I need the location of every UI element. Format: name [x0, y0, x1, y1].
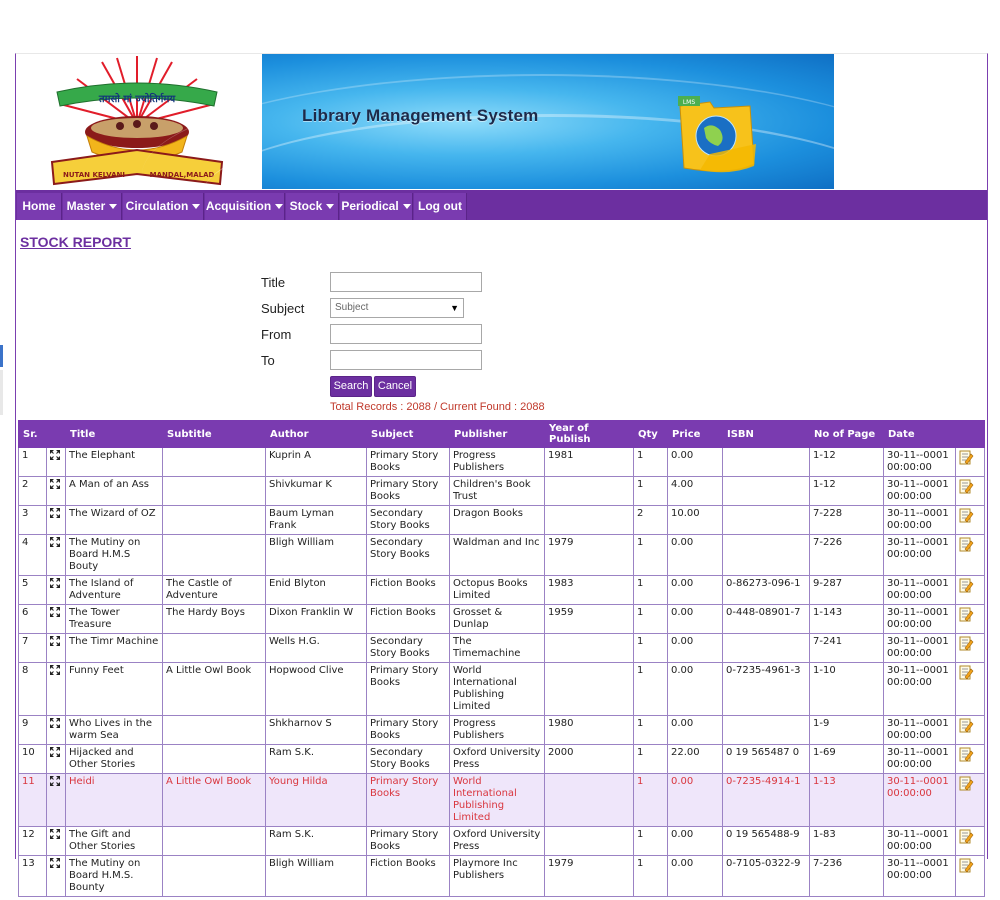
from-date-input[interactable]: [330, 324, 482, 344]
col-isbn: ISBN: [723, 421, 810, 448]
title-cell: The Wizard of OZ: [66, 506, 163, 535]
date-cell: 30-11--0001 00:00:00: [884, 774, 956, 827]
sr-cell: 4: [19, 535, 47, 576]
subtitle-cell: [163, 634, 266, 663]
publisher-cell: Children's Book Trust: [450, 477, 545, 506]
left-edge-scroll: [0, 370, 3, 415]
nav-acquisition[interactable]: Acquisition: [205, 193, 285, 220]
col-price: Price: [668, 421, 723, 448]
edit-cell: [956, 605, 985, 634]
table-row: [19, 745, 985, 774]
title-cell: A Man of an Ass: [66, 477, 163, 506]
subject-cell: Secondary Story Books: [367, 634, 450, 663]
expand-cell: [47, 663, 66, 716]
title-cell: Heidi: [66, 774, 163, 827]
date-cell: 30-11--0001 00:00:00: [884, 716, 956, 745]
year-cell: 1981: [545, 448, 634, 477]
subject-label: Subject: [261, 301, 305, 316]
title-cell: The Elephant: [66, 448, 163, 477]
pages-cell: 1-12: [810, 477, 884, 506]
left-edge-marker: [0, 345, 3, 367]
publisher-cell: Grosset & Dunlap: [450, 605, 545, 634]
date-cell: 30-11--0001 00:00:00: [884, 477, 956, 506]
col-edit: [956, 421, 985, 448]
edit-cell: [956, 448, 985, 477]
expand-icon[interactable]: [50, 776, 60, 786]
expand-icon[interactable]: [50, 636, 60, 646]
author-cell: Ram S.K.: [266, 745, 367, 774]
edit-cell: [956, 535, 985, 576]
subtitle-cell: [163, 535, 266, 576]
year-cell: 1983: [545, 576, 634, 605]
price-cell: 0.00: [668, 605, 723, 634]
table-row: [19, 634, 985, 663]
date-cell: 30-11--0001 00:00:00: [884, 448, 956, 477]
sr-cell: 12: [19, 827, 47, 856]
expand-cell: [47, 477, 66, 506]
table-row: [19, 716, 985, 745]
price-cell: 0.00: [668, 827, 723, 856]
chevron-down-icon: [326, 204, 334, 209]
nav-circulation[interactable]: Circulation: [123, 193, 204, 220]
year-cell: [545, 506, 634, 535]
col-author: Author: [266, 421, 367, 448]
subject-cell: Primary Story Books: [367, 477, 450, 506]
subtitle-cell: [163, 856, 266, 897]
qty-cell: 1: [634, 827, 668, 856]
subject-cell: Primary Story Books: [367, 663, 450, 716]
col-date: Date: [884, 421, 956, 448]
edit-icon[interactable]: [959, 479, 973, 494]
year-cell: [545, 634, 634, 663]
subject-cell: Secondary Story Books: [367, 506, 450, 535]
pages-cell: 1-69: [810, 745, 884, 774]
edit-cell: [956, 856, 985, 897]
edit-icon[interactable]: [959, 636, 973, 651]
expand-cell: [47, 535, 66, 576]
pages-cell: 1-10: [810, 663, 884, 716]
table-row: [19, 827, 985, 856]
col-subject: Subject: [367, 421, 450, 448]
year-cell: 1979: [545, 535, 634, 576]
subject-cell: Primary Story Books: [367, 774, 450, 827]
nav-periodical[interactable]: Periodical: [340, 193, 413, 220]
sr-cell: 8: [19, 663, 47, 716]
table-row: [19, 535, 985, 576]
subject-cell: Primary Story Books: [367, 827, 450, 856]
year-cell: [545, 477, 634, 506]
author-cell: Baum Lyman Frank: [266, 506, 367, 535]
publisher-cell: Dragon Books: [450, 506, 545, 535]
isbn-cell: 0 19 565488-9: [723, 827, 810, 856]
subtitle-cell: [163, 477, 266, 506]
subject-cell: Fiction Books: [367, 576, 450, 605]
pages-cell: 1-83: [810, 827, 884, 856]
expand-icon[interactable]: [50, 829, 60, 839]
price-cell: 0.00: [668, 448, 723, 477]
table-row: [19, 663, 985, 716]
isbn-cell: [723, 634, 810, 663]
chevron-down-icon: [403, 204, 411, 209]
date-cell: 30-11--0001 00:00:00: [884, 576, 956, 605]
app-title: Library Management System: [302, 106, 539, 125]
col-subtitle: Subtitle: [163, 421, 266, 448]
table-row: [19, 856, 985, 897]
subject-cell: Fiction Books: [367, 605, 450, 634]
isbn-cell: 0-448-08901-7: [723, 605, 810, 634]
cancel-button[interactable]: Cancel: [374, 376, 416, 397]
subtitle-cell: A Little Owl Book: [163, 663, 266, 716]
publisher-cell: The Timemachine: [450, 634, 545, 663]
price-cell: 0.00: [668, 634, 723, 663]
pages-cell: 1-9: [810, 716, 884, 745]
sr-cell: 1: [19, 448, 47, 477]
qty-cell: 1: [634, 448, 668, 477]
date-cell: 30-11--0001 00:00:00: [884, 663, 956, 716]
title-cell: The Island of Adventure: [66, 576, 163, 605]
isbn-cell: 0-7105-0322-9: [723, 856, 810, 897]
author-cell: Bligh William: [266, 535, 367, 576]
subject-cell: Primary Story Books: [367, 716, 450, 745]
price-cell: 0.00: [668, 716, 723, 745]
isbn-cell: [723, 477, 810, 506]
price-cell: 0.00: [668, 856, 723, 897]
pages-cell: 7-241: [810, 634, 884, 663]
edit-icon[interactable]: [959, 829, 973, 844]
pages-cell: 7-228: [810, 506, 884, 535]
col-pages: No of Page: [810, 421, 884, 448]
edit-cell: [956, 576, 985, 605]
col-qty: Qty: [634, 421, 668, 448]
sr-cell: 11: [19, 774, 47, 827]
edit-icon[interactable]: [959, 450, 973, 465]
expand-cell: [47, 745, 66, 774]
chevron-down-icon: [192, 204, 200, 209]
pages-cell: 7-236: [810, 856, 884, 897]
qty-cell: 1: [634, 856, 668, 897]
expand-icon[interactable]: [50, 718, 60, 728]
edit-cell: [956, 774, 985, 827]
banner: [262, 54, 834, 189]
pages-cell: 7-226: [810, 535, 884, 576]
qty-cell: 1: [634, 745, 668, 774]
title-cell: The Timr Machine: [66, 634, 163, 663]
date-cell: 30-11--0001 00:00:00: [884, 605, 956, 634]
author-cell: Enid Blyton: [266, 576, 367, 605]
app-frame: [15, 53, 988, 893]
publisher-cell: Progress Publishers: [450, 716, 545, 745]
expand-cell: [47, 774, 66, 827]
expand-cell: [47, 448, 66, 477]
publisher-cell: Oxford University Press: [450, 745, 545, 774]
edit-cell: [956, 506, 985, 535]
pages-cell: 1-143: [810, 605, 884, 634]
folder-label: LMS: [682, 99, 696, 106]
author-cell: Wells H.G.: [266, 634, 367, 663]
expand-cell: [47, 605, 66, 634]
qty-cell: 1: [634, 716, 668, 745]
sr-cell: 5: [19, 576, 47, 605]
edit-cell: [956, 745, 985, 774]
dropdown-arrow-icon: ▼: [450, 303, 459, 313]
title-cell: The Gift and Other Stories: [66, 827, 163, 856]
publisher-cell: Playmore Inc Publishers: [450, 856, 545, 897]
title-cell: The Mutiny on Board H.M.S. Bounty: [66, 856, 163, 897]
from-label: From: [261, 327, 292, 342]
expand-cell: [47, 576, 66, 605]
author-cell: Bligh William: [266, 856, 367, 897]
publisher-cell: World International Publishing Limited: [450, 774, 545, 827]
isbn-cell: [723, 716, 810, 745]
author-cell: Dixon Franklin W: [266, 605, 367, 634]
nav-home[interactable]: Home: [17, 193, 62, 220]
expand-icon[interactable]: [50, 858, 60, 868]
author-cell: Shkharnov S: [266, 716, 367, 745]
edit-cell: [956, 634, 985, 663]
price-cell: 4.00: [668, 477, 723, 506]
isbn-cell: [723, 535, 810, 576]
svg-text:NUTAN KELVANI: NUTAN KELVANI: [62, 171, 126, 179]
isbn-cell: 0 19 565487 0: [723, 745, 810, 774]
date-cell: 30-11--0001 00:00:00: [884, 506, 956, 535]
table-row: [19, 605, 985, 634]
to-date-input[interactable]: [330, 350, 482, 370]
subtitle-cell: [163, 448, 266, 477]
col-publisher: Publisher: [450, 421, 545, 448]
expand-cell: [47, 506, 66, 535]
expand-icon[interactable]: [50, 537, 60, 547]
sr-cell: 7: [19, 634, 47, 663]
qty-cell: 1: [634, 535, 668, 576]
author-cell: Shivkumar K: [266, 477, 367, 506]
edit-cell: [956, 827, 985, 856]
year-cell: [545, 774, 634, 827]
title-cell: Funny Feet: [66, 663, 163, 716]
author-cell: Young Hilda: [266, 774, 367, 827]
expand-icon[interactable]: [50, 479, 60, 489]
pages-cell: 1-12: [810, 448, 884, 477]
edit-icon[interactable]: [959, 607, 973, 622]
expand-cell: [47, 856, 66, 897]
subtitle-cell: A Little Owl Book: [163, 774, 266, 827]
sr-cell: 13: [19, 856, 47, 897]
expand-cell: [47, 716, 66, 745]
svg-text:MANDAL,MALAD: MANDAL,MALAD: [149, 171, 215, 179]
edit-cell: [956, 477, 985, 506]
nav-logout[interactable]: Log out: [414, 193, 467, 220]
price-cell: 0.00: [668, 535, 723, 576]
title-input[interactable]: [330, 272, 482, 292]
col-expand: [47, 421, 66, 448]
edit-icon[interactable]: [959, 747, 973, 762]
edit-icon[interactable]: [959, 508, 973, 523]
expand-icon[interactable]: [50, 607, 60, 617]
page-title: STOCK REPORT: [20, 234, 131, 250]
title-cell: The Mutiny on Board H.M.S Bouty: [66, 535, 163, 576]
date-cell: 30-11--0001 00:00:00: [884, 634, 956, 663]
isbn-cell: 0-7235-4914-1: [723, 774, 810, 827]
pages-cell: 1-13: [810, 774, 884, 827]
chevron-down-icon: [109, 204, 117, 209]
year-cell: 1979: [545, 856, 634, 897]
expand-cell: [47, 827, 66, 856]
edit-icon[interactable]: [959, 776, 973, 791]
isbn-cell: [723, 506, 810, 535]
price-cell: 22.00: [668, 745, 723, 774]
subtitle-cell: The Castle of Adventure: [163, 576, 266, 605]
publisher-cell: Progress Publishers: [450, 448, 545, 477]
table-row: [19, 576, 985, 605]
qty-cell: 1: [634, 663, 668, 716]
search-button[interactable]: Search: [330, 376, 372, 397]
sr-cell: 9: [19, 716, 47, 745]
expand-icon[interactable]: [50, 665, 60, 675]
sr-cell: 3: [19, 506, 47, 535]
date-cell: 30-11--0001 00:00:00: [884, 535, 956, 576]
edit-icon[interactable]: [959, 537, 973, 552]
subtitle-cell: [163, 506, 266, 535]
main-nav: [16, 190, 987, 220]
expand-icon[interactable]: [50, 578, 60, 588]
isbn-cell: [723, 448, 810, 477]
edit-cell: [956, 716, 985, 745]
subtitle-cell: [163, 716, 266, 745]
expand-icon[interactable]: [50, 747, 60, 757]
stock-table: [18, 420, 985, 897]
subtitle-cell: [163, 827, 266, 856]
table-row: [19, 506, 985, 535]
publisher-cell: Oxford University Press: [450, 827, 545, 856]
nav-stock[interactable]: Stock: [286, 193, 339, 220]
table-header-row: [19, 421, 985, 448]
date-cell: 30-11--0001 00:00:00: [884, 745, 956, 774]
qty-cell: 1: [634, 774, 668, 827]
price-cell: 10.00: [668, 506, 723, 535]
year-cell: [545, 827, 634, 856]
publisher-cell: World International Publishing Limited: [450, 663, 545, 716]
subject-cell: Primary Story Books: [367, 448, 450, 477]
author-cell: Ram S.K.: [266, 827, 367, 856]
author-cell: Hopwood Clive: [266, 663, 367, 716]
expand-icon[interactable]: [50, 508, 60, 518]
year-cell: [545, 663, 634, 716]
subject-cell: Secondary Story Books: [367, 745, 450, 774]
isbn-cell: 0-7235-4961-3: [723, 663, 810, 716]
to-label: To: [261, 353, 275, 368]
year-cell: 2000: [545, 745, 634, 774]
expand-icon[interactable]: [50, 450, 60, 460]
col-year: Year of Publish: [545, 421, 634, 448]
record-count: Total Records : 2088 / Current Found : 2088: [330, 401, 545, 413]
lms-folder-globe-icon: [670, 94, 758, 176]
price-cell: 0.00: [668, 663, 723, 716]
edit-icon[interactable]: [959, 858, 973, 873]
year-cell: 1980: [545, 716, 634, 745]
author-cell: Kuprin A: [266, 448, 367, 477]
chevron-down-icon: [275, 204, 283, 209]
pages-cell: 9-287: [810, 576, 884, 605]
subject-cell: Fiction Books: [367, 856, 450, 897]
sr-cell: 6: [19, 605, 47, 634]
qty-cell: 1: [634, 477, 668, 506]
table-row: [19, 774, 985, 827]
qty-cell: 1: [634, 576, 668, 605]
table-row: [19, 448, 985, 477]
price-cell: 0.00: [668, 576, 723, 605]
sr-cell: 2: [19, 477, 47, 506]
qty-cell: 2: [634, 506, 668, 535]
title-cell: Who Lives in the warm Sea: [66, 716, 163, 745]
col-sr: Sr.: [19, 421, 47, 448]
qty-cell: 1: [634, 634, 668, 663]
edit-icon[interactable]: [959, 718, 973, 733]
title-cell: Hijacked and Other Stories: [66, 745, 163, 774]
isbn-cell: 0-86273-096-1: [723, 576, 810, 605]
title-label: Title: [261, 275, 286, 290]
header: [16, 54, 987, 189]
publisher-cell: Waldman and Inc: [450, 535, 545, 576]
date-cell: 30-11--0001 00:00:00: [884, 827, 956, 856]
logo-motto: तमसो मां ज्योतिर्गमय: [98, 94, 176, 105]
publisher-cell: Octopus Books Limited: [450, 576, 545, 605]
subtitle-cell: The Hardy Boys: [163, 605, 266, 634]
subtitle-cell: [163, 745, 266, 774]
nav-master[interactable]: Master: [63, 193, 122, 220]
title-cell: The Tower Treasure: [66, 605, 163, 634]
edit-cell: [956, 663, 985, 716]
col-title: Title: [66, 421, 163, 448]
edit-icon[interactable]: [959, 578, 973, 593]
sr-cell: 10: [19, 745, 47, 774]
price-cell: 0.00: [668, 774, 723, 827]
edit-icon[interactable]: [959, 665, 973, 680]
date-cell: 30-11--0001 00:00:00: [884, 856, 956, 897]
table-row: [19, 477, 985, 506]
expand-cell: [47, 634, 66, 663]
subject-cell: Secondary Story Books: [367, 535, 450, 576]
year-cell: 1959: [545, 605, 634, 634]
qty-cell: 1: [634, 605, 668, 634]
subject-select[interactable]: Subject ▼: [330, 298, 464, 318]
